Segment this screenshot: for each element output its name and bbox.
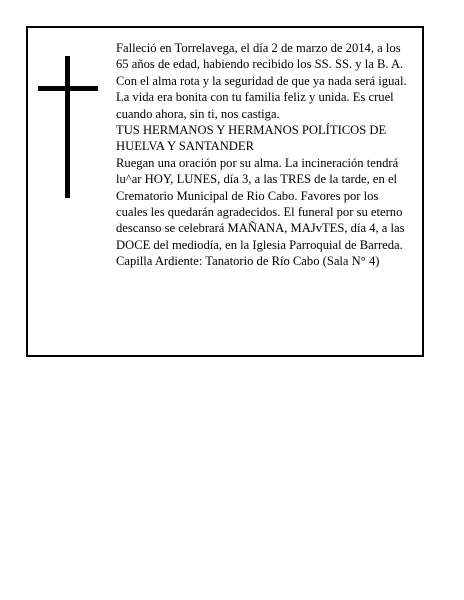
cross-icon [38,56,98,198]
cross-horizontal-bar [38,86,98,91]
dedication: Con el alma rota y la seguridad de que ya nada será igual. La vida era bonita con tu familia feliz y unida. Es cruel cuando ahora, sin ti, nos castiga. [116,73,407,121]
family-signature: TUS HERMANOS Y HERMANOS POLÍTICOS DE HUELVA Y SANTANDER [116,123,387,154]
death-announcement: Falleció en Torrelavega, el día 2 de marzo de 2014, a los 65 años de edad, habiendo recibido los SS. SS. y la B. A. [116,41,404,72]
cross-vertical-bar [65,56,70,198]
obituary-notice [26,26,424,357]
ceremony-details: Ruegan una oración por su alma. La incineración tendrá lu^ar HOY, LUNES, día 3, a las TRES de la tarde, en el Crematorio Municipal de Rio Cabo. Favores por los cuales les quedarán agradecidos. El funeral por su eterno descanso se celebrará MAÑANA, MAJvTES, día 4, a las DOCE del mediodía, en la Iglesia Parroquial de Barreda. Capilla Ardiente: Tanatorio de Río Cabo (Sala N° 4) [116,155,405,269]
obituary-text [116,40,412,270]
